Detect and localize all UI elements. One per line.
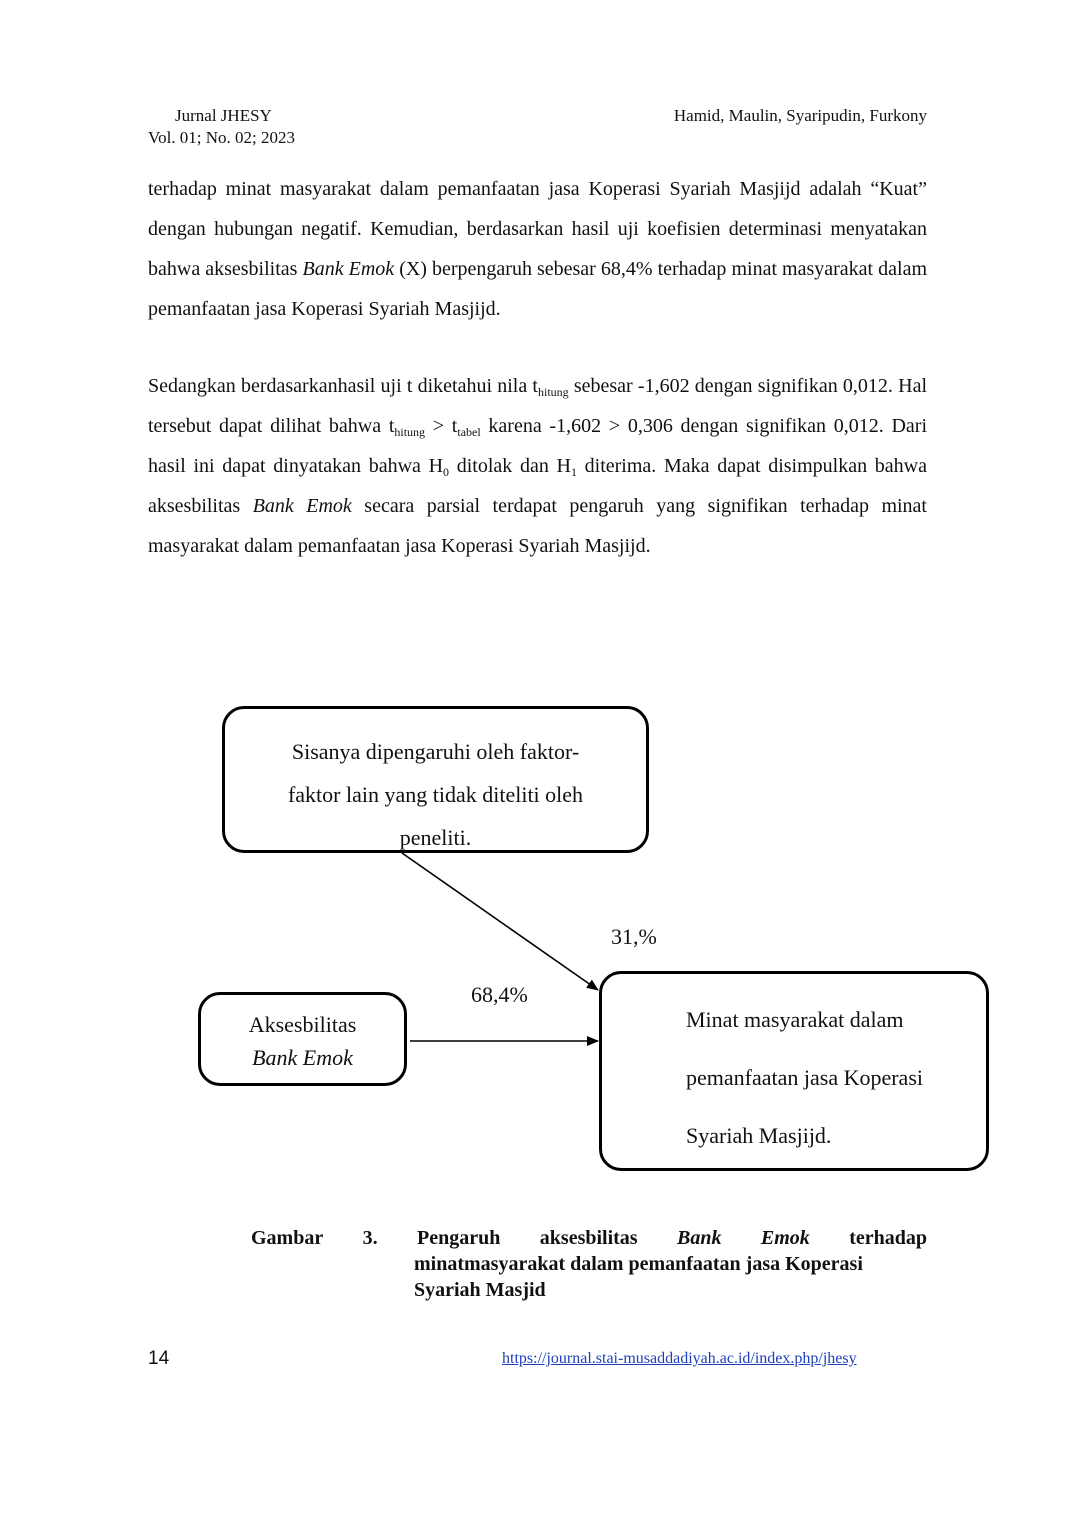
paragraph-2-text-b: sebesar -1,602 dengan signifikan 0,012. Hal tersebut dapat dilihat bahwa t (148, 375, 927, 437)
paragraph-2-text-d: karena -1,602 > 0,306 dengan signifikan 0,012. Dari hasil ini dapat dinyatakan bahwa H (148, 415, 928, 477)
other-factors-box (222, 706, 649, 853)
journal-url-link[interactable]: https://journal.stai-musaddadiyah.ac.id/index.php/jhesy (502, 1350, 857, 1367)
bank-emok-italic: Bank Emok (302, 258, 395, 280)
minat-line-3: Syariah Masjijd. (686, 1123, 832, 1148)
paragraph-2-text-a: Sedangkan berdasarkanhasil uji t diketahui nila t (148, 375, 538, 397)
page-number: 14 (148, 1348, 170, 1369)
bank-emok-italic-2: Bank Emok (252, 495, 352, 517)
paragraph-2-text-c: > t (425, 415, 458, 437)
caption-word-pengaruh: Pengaruh (417, 1227, 501, 1249)
paragraph-2-text-e: ditolak dan H (449, 455, 571, 477)
minat-line-1: Minat masyarakat dalam (686, 1007, 904, 1032)
bank-emok-label: Bank Emok (252, 1045, 353, 1070)
minat-line-2: pemanfaatan jasa Koperasi (686, 1065, 923, 1090)
authors: Hamid, Maulin, Syaripudin, Furkony (673, 106, 927, 125)
caption-word-gambar: Gambar (251, 1227, 324, 1249)
paragraph-1-text-b: (X) berpengaruh sebesar 68,4% terhadap minat masyarakat dalam pemanfaatan jasa Koperasi Syariah Masjijd. (148, 258, 927, 320)
caption-line-2: minatmasyarakat dalam pemanfaatan jasa Koperasi (414, 1253, 863, 1275)
subscript-1: 1 (570, 465, 577, 479)
journal-name: Jurnal JHESY (175, 106, 272, 125)
label-aksesbilitas-percent: 68,4% (471, 982, 528, 1007)
caption-line-3: Syariah Masjid (414, 1279, 546, 1301)
caption-word-bank: Bank (677, 1227, 722, 1249)
caption-word-terhadap: terhadap (849, 1227, 927, 1249)
paragraph-2-text-g: secara parsial terdapat pengaruh yang signifikan terhadap minat masyarakat dalam pemanfaatan jasa Koperasi Syariah Masjijd. (148, 495, 927, 557)
other-factors-line-3: peneliti. (399, 825, 472, 850)
paragraph-1-text-a: terhadap minat masyarakat dalam pemanfaatan jasa Koperasi Syariah Masjijd adalah “Kuat” dengan hubungan negatif. Kemudian, berdasarkan hasil uji koefisien determinasi menyatakan bahwa aksesbilitas (148, 178, 927, 280)
other-factors-line-2: faktor lain yang tidak diteliti oleh (287, 782, 584, 807)
arrow-other-factors (402, 853, 598, 990)
subscript-hitung: hitung (537, 385, 569, 399)
label-other-factors-percent: 31,% (611, 924, 657, 949)
caption-word-aksesbilitas: aksesbilitas (539, 1227, 638, 1249)
other-factors-line-1: Sisanya dipengaruhi oleh faktor- (291, 739, 580, 764)
journal-volume: Vol. 01; No. 02; 2023 (148, 128, 296, 147)
subscript-hitung-2: hitung (394, 425, 426, 439)
figure-caption (251, 1225, 927, 1303)
paragraph-2-text-f: diterima. Maka dapat disimpulkan bahwa aksesbilitas (148, 455, 927, 517)
minat-masyarakat-box (599, 971, 989, 1171)
subscript-0: 0 (443, 465, 450, 479)
caption-word-number: 3. (362, 1227, 378, 1249)
subscript-tabel: tabel (457, 425, 481, 439)
caption-word-emok: Emok (760, 1227, 810, 1249)
aksesbilitas-box (198, 992, 407, 1086)
aksesbilitas-label: Aksesbilitas (248, 1012, 357, 1037)
